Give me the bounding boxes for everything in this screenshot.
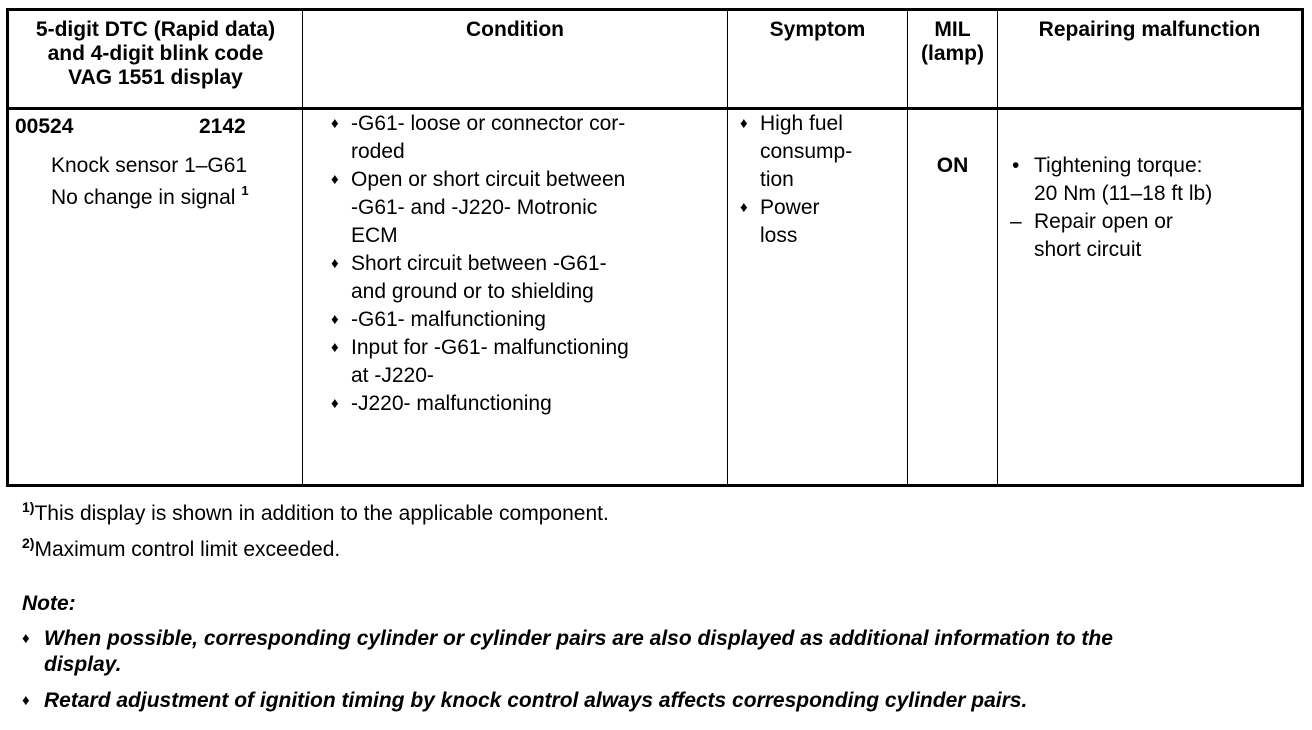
signal-footnote-marker: 1	[241, 183, 249, 198]
condition-list	[303, 110, 727, 418]
footnote-2	[22, 537, 340, 563]
table-row	[8, 109, 1303, 486]
footnote-2-marker: 2)	[22, 535, 35, 551]
footnote-1	[22, 501, 609, 527]
note-title: Note:	[22, 592, 76, 615]
list-item	[0, 626, 1300, 678]
symptom-line: ♦ High fuel	[760, 112, 843, 135]
repair-action-list	[998, 208, 1301, 264]
condition-line: ♦ -J220- malfunctioning	[351, 392, 552, 415]
condition-line: ♦ -G61- loose or connector cor-	[351, 112, 626, 135]
dtc-code-5digit: 00524	[15, 115, 74, 138]
list-item	[0, 688, 1300, 714]
repair-line: • Tightening torque:	[1034, 154, 1203, 177]
list-item	[303, 390, 727, 418]
header-mil-line: MIL	[934, 18, 971, 41]
mil-status: ON	[936, 154, 969, 177]
symptom-line: loss	[760, 224, 798, 247]
component-name: Knock sensor 1–G61	[51, 154, 248, 177]
note-line: ♦ When possible, corresponding cylinder or cylinder pairs are also displayed as additional information to the	[44, 627, 1113, 650]
footnote-1-marker: 1)	[22, 499, 35, 515]
dtc-code-4digit: 2142	[199, 115, 246, 138]
table-header-row	[8, 10, 1303, 109]
list-item	[303, 306, 727, 334]
list-item	[728, 194, 907, 250]
header-dtc	[8, 10, 303, 109]
dtc-codes	[9, 110, 302, 140]
repair-content	[998, 152, 1301, 264]
symptom-list	[728, 110, 907, 250]
list-item	[303, 110, 727, 166]
list-item	[303, 334, 727, 390]
footnote-2-text: Maximum control limit exceeded.	[34, 538, 341, 561]
cell-condition	[303, 109, 728, 486]
condition-line: ECM	[351, 224, 398, 247]
symptom-line: tion	[760, 168, 794, 191]
note-list	[0, 626, 1300, 724]
cell-mil	[908, 109, 998, 486]
repair-line: 20 Nm (11–18 ft lb)	[1034, 182, 1213, 205]
header-condition: Condition	[303, 10, 728, 109]
footnote-1-text: This display is shown in addition to the applicable component.	[34, 502, 609, 525]
list-item	[998, 152, 1301, 208]
header-dtc-line: VAG 1551 display	[68, 66, 243, 89]
condition-line: ♦ Short circuit between -G61-	[351, 252, 607, 275]
list-item	[303, 166, 727, 250]
list-item	[998, 208, 1301, 264]
cell-dtc	[8, 109, 303, 486]
note-line: ♦ Retard adjustment of ignition timing by knock control always affects corresponding cylinder pairs.	[44, 689, 1028, 712]
symptom-line: consump-	[760, 140, 853, 163]
header-mil-line: (lamp)	[921, 42, 984, 65]
list-item	[303, 250, 727, 306]
header-symptom: Symptom	[728, 10, 908, 109]
condition-line: and ground or to shielding	[351, 280, 594, 303]
header-dtc-line: and 4-digit blink code	[47, 42, 264, 65]
signal-text: No change in signal	[51, 186, 236, 209]
condition-line: at -J220-	[351, 364, 434, 387]
repair-torque-list	[998, 152, 1301, 208]
signal-description	[9, 184, 302, 212]
condition-line: ♦ -G61- malfunctioning	[351, 308, 546, 331]
condition-line: roded	[351, 140, 405, 163]
header-mil	[908, 10, 998, 109]
condition-line: -G61- and -J220- Motronic	[351, 196, 598, 219]
cell-repair	[998, 109, 1303, 486]
condition-line: ♦ Open or short circuit between	[351, 168, 626, 191]
header-repair: Repairing malfunction	[998, 10, 1303, 109]
repair-line: – Repair open or	[1034, 210, 1173, 233]
condition-line: ♦ Input for -G61- malfunctioning	[351, 336, 629, 359]
note-line: display.	[44, 653, 122, 676]
cell-symptom	[728, 109, 908, 486]
dtc-table	[6, 8, 1304, 487]
header-dtc-line: 5-digit DTC (Rapid data)	[35, 18, 276, 41]
symptom-line: ♦ Power	[760, 196, 820, 219]
list-item	[728, 110, 907, 194]
repair-line: short circuit	[1034, 238, 1142, 261]
